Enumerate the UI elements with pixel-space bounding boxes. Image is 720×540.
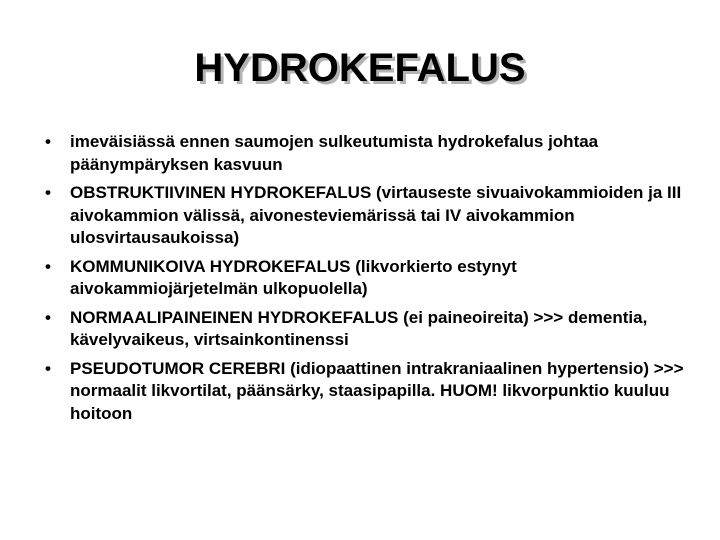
- bullet-item: [45, 256, 695, 301]
- bullet-icon: •: [45, 307, 51, 327]
- bullet-text: OBSTRUKTIIVINEN HYDROKEFALUS (virtauseste sivuaivokammioiden ja III aivokammion välissä, aivonesteviemärissä tai IV aivokammion ulosvirtausaukoissa): [70, 183, 682, 247]
- bullet-icon: •: [45, 358, 51, 378]
- bullet-text: imeväisiässä ennen saumojen sulkeutumista hydrokefalus johtaa päänympäryksen kasvuun: [70, 132, 599, 174]
- bullet-item: [45, 131, 695, 176]
- bullet-text: PSEUDOTUMOR CEREBRI (idiopaattinen intrakraniaalinen hypertensio) >>> normaalit likvortilat, päänsärky, staasipapilla. HUOM! likvorpunktio kuuluu hoitoon: [70, 358, 684, 423]
- bullet-item: [45, 307, 695, 352]
- bullet-item: [45, 358, 695, 426]
- bullet-text: KOMMUNIKOIVA HYDROKEFALUS (likvorkierto estynyt aivokammiojärjetelmän ulkopuolella): [70, 256, 517, 298]
- bullet-icon: •: [45, 183, 51, 202]
- bullet-icon: •: [45, 256, 51, 276]
- bullet-list: [45, 131, 695, 431]
- bullet-icon: •: [45, 132, 51, 151]
- slide-title: HYDROKEFALUS: [194, 46, 526, 90]
- bullet-text: NORMAALIPAINEINEN HYDROKEFALUS (ei paineoireita) >>> dementia, kävelyvaikeus, virtsainkontinenssi: [70, 307, 648, 349]
- bullet-item: [45, 182, 695, 250]
